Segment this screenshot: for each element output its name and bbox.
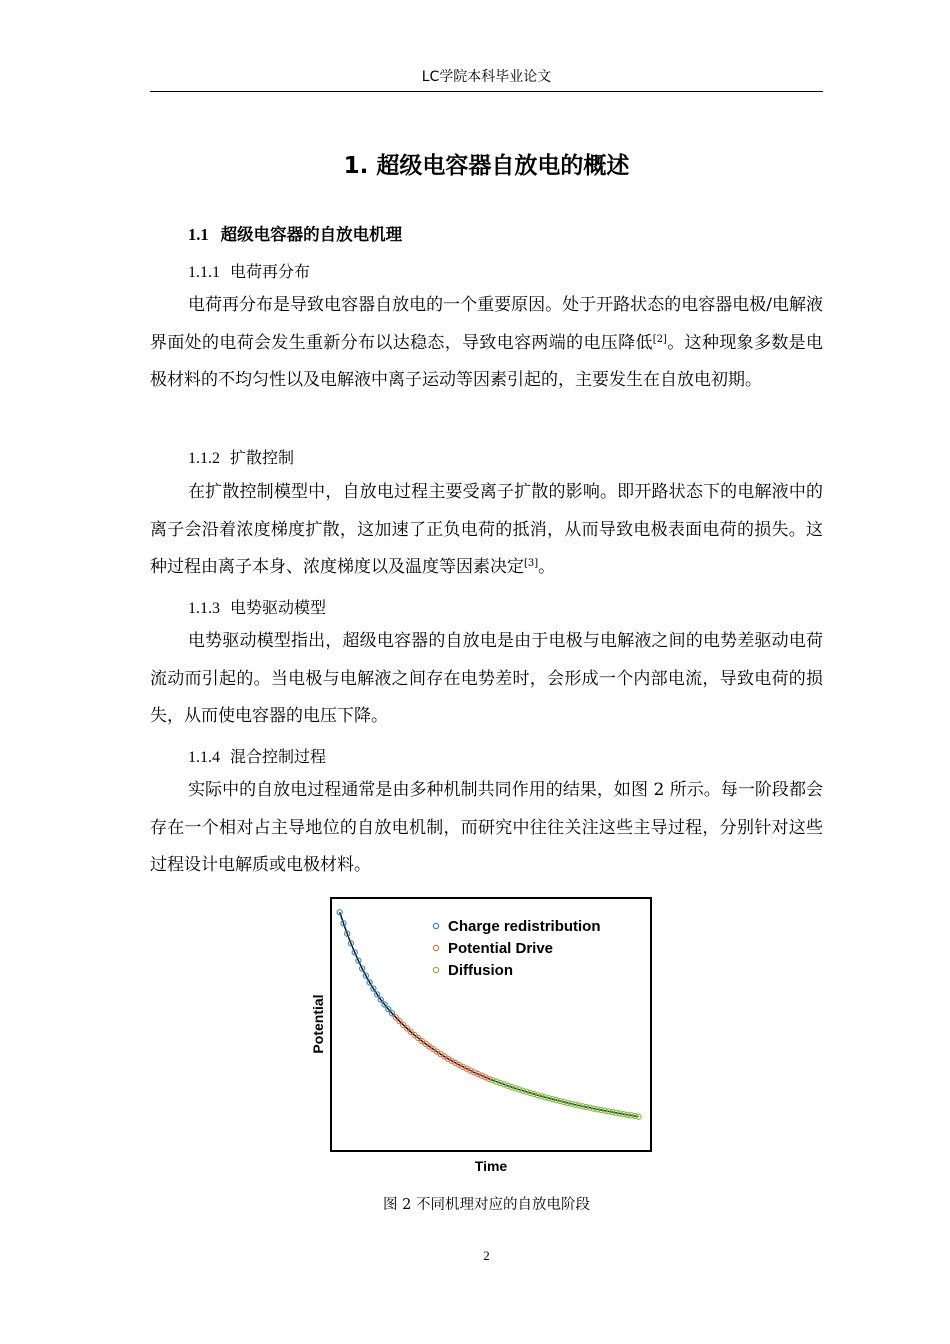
header-rule — [150, 91, 823, 92]
section-number: 1.1 — [188, 225, 209, 244]
subsection-title: 混合控制过程 — [230, 747, 327, 766]
figure-caption: 图 2 不同机理对应的自放电阶段 — [383, 1197, 590, 1213]
section-title: 超级电容器的自放电机理 — [220, 225, 403, 244]
subsection-title: 电势驱动模型 — [230, 598, 327, 617]
legend-label: Potential Drive — [448, 940, 554, 957]
paragraph-text: 。 — [538, 557, 556, 577]
subsection-heading-2 — [188, 445, 294, 468]
paragraph-3 — [150, 623, 823, 736]
paragraph-2 — [150, 474, 823, 587]
subsection-heading-1 — [188, 259, 310, 282]
page-number: 2 — [483, 1248, 490, 1263]
figure-2 — [300, 893, 660, 1183]
paragraph-text: 实际中的自放电过程通常是由多种机制共同作用的结果，如图 2 所示。每一阶段都会存在一个相对占主导地位的自放电机制，而研究中往往关注这些主导过程，分别针对这些过程设计电解质或电极材料。 — [150, 780, 823, 875]
legend-label: Charge redistribution — [448, 918, 601, 935]
paragraph-text: 在扩散控制模型中，自放电过程主要受离子扩散的影响。即开路状态下的电解液中的离子会沿着浓度梯度扩散，这加速了正负电荷的抵消，从而导致电极表面电荷的损失。这种过程由离子本身、浓度梯度以及温度等因素决定 — [150, 482, 823, 577]
citation-ref[interactable]: [3] — [524, 558, 539, 569]
citation-ref[interactable]: [2] — [652, 333, 667, 345]
paragraph-text: 电势驱动模型指出，超级电容器的自放电是由于电极与电解液之间的电势差驱动电荷流动而引起的。当电极与电解液之间存在电势差时，会形成一个内部电流，导致电荷的损失，从而使电容器的电压下降。 — [150, 631, 823, 726]
x-axis-label: Time — [474, 1158, 508, 1174]
subsection-number: 1.1.4 — [188, 749, 220, 766]
subsection-title: 扩散控制 — [230, 448, 295, 467]
subsection-number: 1.1.1 — [188, 264, 220, 281]
subsection-title: 电荷再分布 — [230, 262, 311, 281]
paragraph-4 — [150, 772, 823, 885]
paragraph-text: 电荷再分布是导致电容器自放电的一个重要原因。处于开路状态的电容器电极/电解液界面处的电荷会发生重新分布以达稳态，导致电容两端的电压降低 — [150, 295, 823, 353]
section-heading — [188, 221, 402, 245]
running-header: LC学院本科毕业论文 — [421, 69, 552, 85]
chapter-title: 1. 超级电容器自放电的概述 — [343, 153, 630, 179]
subsection-number: 1.1.3 — [188, 600, 220, 617]
subsection-heading-3 — [188, 595, 326, 618]
paragraph-text: 。这种现象多数是电极材料的不均匀性以及电解液中离子运动等因素引起的，主要发生在自放电初期。 — [150, 332, 824, 390]
self-discharge-chart — [300, 893, 660, 1183]
legend-label: Diffusion — [448, 962, 513, 979]
subsection-number: 1.1.2 — [188, 450, 220, 467]
subsection-heading-4 — [188, 744, 326, 767]
y-axis-label: Potential — [310, 994, 326, 1054]
paragraph-1 — [150, 287, 823, 400]
